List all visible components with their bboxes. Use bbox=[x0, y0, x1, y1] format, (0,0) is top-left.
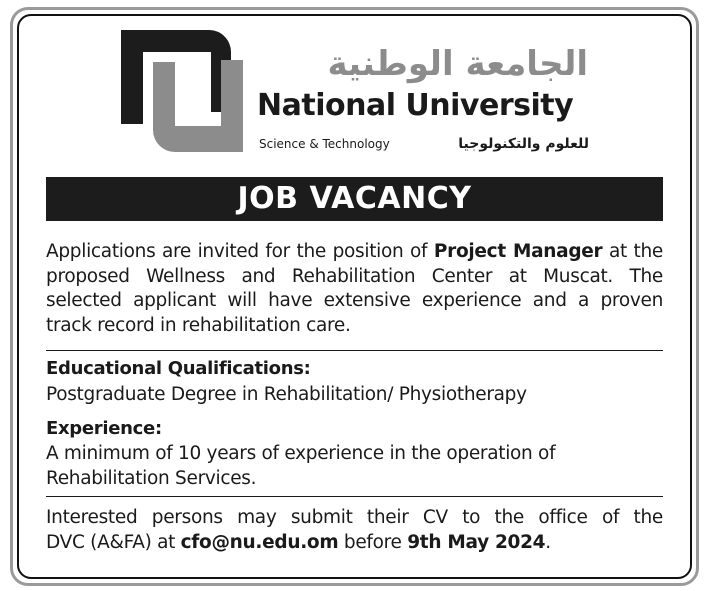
closing-last-line bbox=[46, 531, 663, 556]
intro-text-2: at the proposed Wellness and Rehabilitation Center at Muscat. The selected applicant will have extensive experience and a proven bbox=[46, 241, 663, 311]
closing-text-4: . bbox=[545, 531, 551, 553]
position-title: Project Manager bbox=[433, 241, 603, 262]
contact-email: cfo@nu.edu.om bbox=[180, 531, 339, 553]
intro-text-1: Applications are invited for the position of bbox=[46, 241, 434, 262]
application-deadline: 9th May 2024 bbox=[407, 531, 546, 553]
closing-text-1: Interested persons may submit their CV to the office of the bbox=[46, 507, 663, 528]
section-divider-bottom bbox=[46, 496, 663, 497]
closing-paragraph bbox=[46, 506, 663, 555]
closing-text-3: before bbox=[338, 531, 408, 553]
university-logo-mark bbox=[121, 30, 243, 152]
job-vacancy-banner: JOB VACANCY bbox=[46, 177, 663, 221]
logo-mark-dark-shape bbox=[121, 30, 231, 124]
closing-text-2: DVC (A&FA) at bbox=[46, 531, 181, 553]
experience-text bbox=[46, 442, 663, 491]
intro-paragraph bbox=[46, 240, 663, 338]
logo-mark-gray-shape bbox=[153, 60, 243, 152]
experience-heading: Experience: bbox=[46, 418, 162, 439]
tagline-english: Science & Technology bbox=[259, 137, 390, 151]
university-tagline bbox=[259, 136, 589, 152]
education-heading: Educational Qualifications: bbox=[46, 358, 311, 379]
experience-line-1: A minimum of 10 years of experience in the operation of bbox=[46, 443, 556, 464]
experience-line-2: Rehabilitation Services. bbox=[46, 467, 257, 489]
intro-text-3: track record in rehabilitation care. bbox=[46, 314, 351, 336]
university-arabic-name: الجامعة الوطنية bbox=[327, 44, 588, 84]
education-text: Postgraduate Degree in Rehabilitation/ Physiotherapy bbox=[46, 384, 527, 405]
tagline-arabic: للعلوم والتكنولوجيا bbox=[458, 136, 589, 152]
section-divider-top bbox=[46, 350, 663, 351]
university-english-name: National University bbox=[257, 88, 574, 123]
